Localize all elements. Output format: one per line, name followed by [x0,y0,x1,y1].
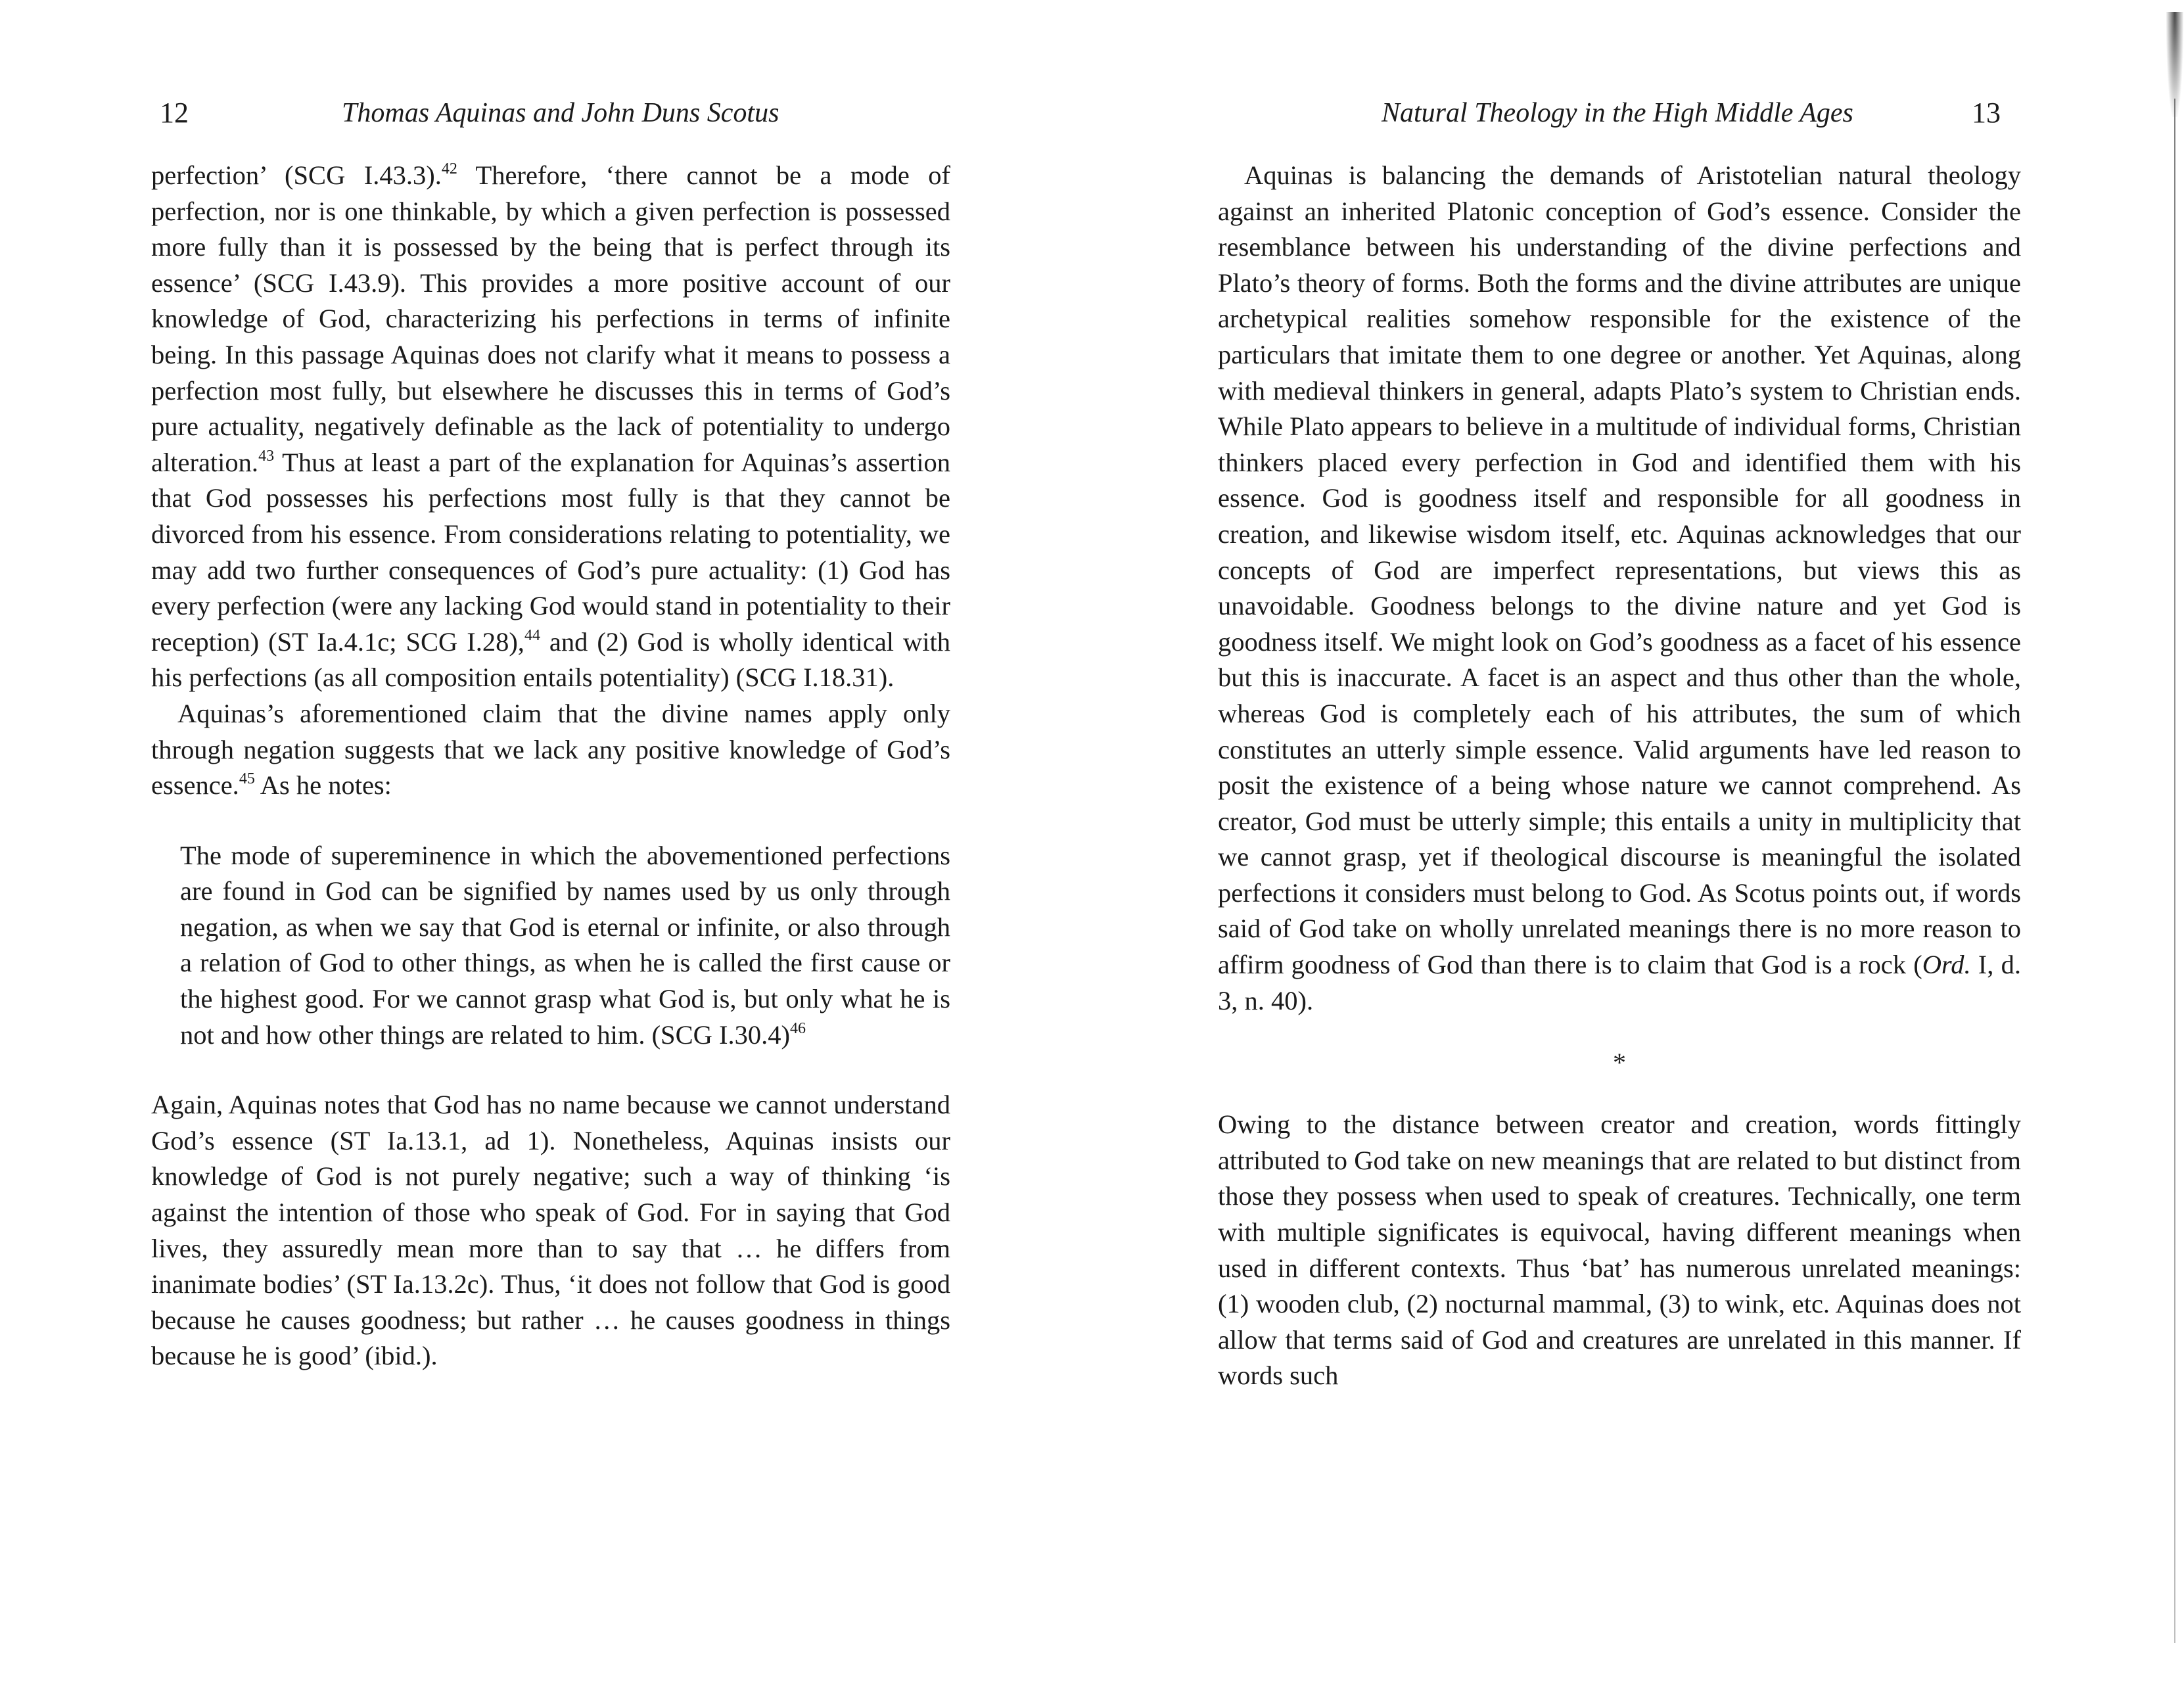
left-page [0,0,1078,1699]
text-run: As he notes: [254,770,392,801]
text-run: and (2) God is wholly identical with his perfections (as all composition entails potentiality) (SCG I.18.31). [151,626,951,693]
footnote-ref-42: 42 [441,160,457,177]
text-run: perfection’ (SCG I.43.3). [151,160,442,190]
footnote-ref-43: 43 [258,447,275,465]
running-head-left: Thomas Aquinas and John Duns Scotus [342,98,779,128]
page-number-right: 13 [1972,97,2001,129]
footnote-ref-44: 44 [524,626,540,644]
paragraph [151,158,950,696]
footnote-ref-45: 45 [239,770,255,788]
text-run: Therefore, ‘there cannot be a mode of perfection, nor is one thinkable, by which a given perfection is possessed more fully than it is possessed by the being that is perfect through its essence’ (SCG I.43.9). This provides a more positive account of our knowledge of God, characterizing his perfections in terms of infinite being. In this passage Aquinas does not clarify what it means to possess a perfection most fully, but elsewhere he discusses this in terms of God’s pure actuality, negatively definable as the lack of potentiality to undergo alteration. [151,160,950,477]
left-page-body [151,158,950,1374]
block-quote [180,838,950,1054]
paragraph [151,696,950,804]
text-run-italic: Ord. [1922,950,1971,980]
right-page-body [1218,158,2021,1394]
right-page [1106,0,2184,1699]
text-run: Thus at least a part of the explanation for Aquinas’s assertion that God possesses his perfections most fully is that they cannot be divorced from his essence. From considerations relating to potentiality, we may add two further consequences of God’s pure actuality: (1) God has every perfection (were any lacking God would stand in potentiality to their reception) (ST Ia.4.1c; SCG I.28), [151,447,950,657]
paragraph: Again, Aquinas notes that God has no name because we cannot understand God’s essence (ST Ia.13.1, ad 1). Nonetheless, Aquinas insists our knowledge of God is not purely negative; such a way of thinking ‘is against the intention of those who speak of God. For in saying that God lives, they assuredly mean more than to say that … he differs from inanimate bodies’ (ST Ia.13.2c). Thus, ‘it does not follow that God is good because he causes goodness; but rather … he causes goodness in things because he is good’ (ibid.). [151,1090,950,1371]
text-run: Aquinas is balancing the demands of Aristotelian natural theology against an inherited Platonic conception of God’s essence. Consider the resemblance between his understanding of the divine perfections and Plato’s theory of forms. Both the forms and the divine attributes are unique archetypical realities somehow responsible for the existence of the particulars that imitate them to one degree or another. Yet Aquinas, along with medieval thinkers in general, adapts Plato’s system to Christian ends. While Plato appears to believe in a multitude of individual forms, Christian thinkers placed every perfection in God and identified them with his essence. God is goodness itself and responsible for all goodness in creation, and likewise wisdom itself, etc. Aquinas acknowledges that our concepts of God are imperfect representations, but views this as unavoidable. Goodness belongs to the divine nature and yet God is goodness itself. We might look on God’s goodness as a facet of his essence but this is inaccurate. A facet is an aspect and thus other than the whole, whereas God is completely each of his attributes, the sum of which constitutes an utterly simple essence. Valid arguments have led reason to posit the existence of a being whose nature we cannot comprehend. As creator, God must be utterly simple; this entails a unity in multiplicity that we cannot grasp, yet if theological discourse is meaningful the isolated perfections it considers must belong to God. As Scotus points out, if words said of God take on wholly unrelated meanings there is no more reason to affirm goodness of God than there is to claim that God is a rock ( [1218,160,2021,980]
text-run: The mode of supereminence in which the abovementioned perfections are found in God can be signified by names used by us only through negation, as when we say that God is eternal or infinite, or also through a relation of God to other things, as when he is called the first cause or the highest good. For we cannot grasp what God is, but only what he is not and how other things are related to him. (SCG I.30.4) [180,840,950,1050]
footnote-ref-46: 46 [789,1019,806,1037]
page-gutter [1080,0,1107,1699]
paragraph [1218,158,2021,1019]
running-head-right: Natural Theology in the High Middle Ages [1382,98,1853,128]
page-number-left: 12 [160,97,189,129]
text-run: Aquinas’s aforementioned claim that the divine names apply only through negation suggests that we lack any positive knowledge of God’s essence. [151,698,950,801]
section-separator: * [1613,1048,1626,1078]
text-run: I, d. 3, n. 40). [1218,950,2021,1015]
paragraph: Owing to the distance between creator and creation, words fittingly attributed to God take on new meanings that are related to but distinct from those they possess when used to speak of creatures. Technically, one term with multiple significates is equivocal, having different meanings when used in different contexts. Thus ‘bat’ has numerous unrelated meanings: (1) wooden club, (2) nocturnal mammal, (3) to wink, etc. Aquinas does not allow that terms said of God and creatures are unrelated in this manner. If words such [1218,1109,2021,1391]
